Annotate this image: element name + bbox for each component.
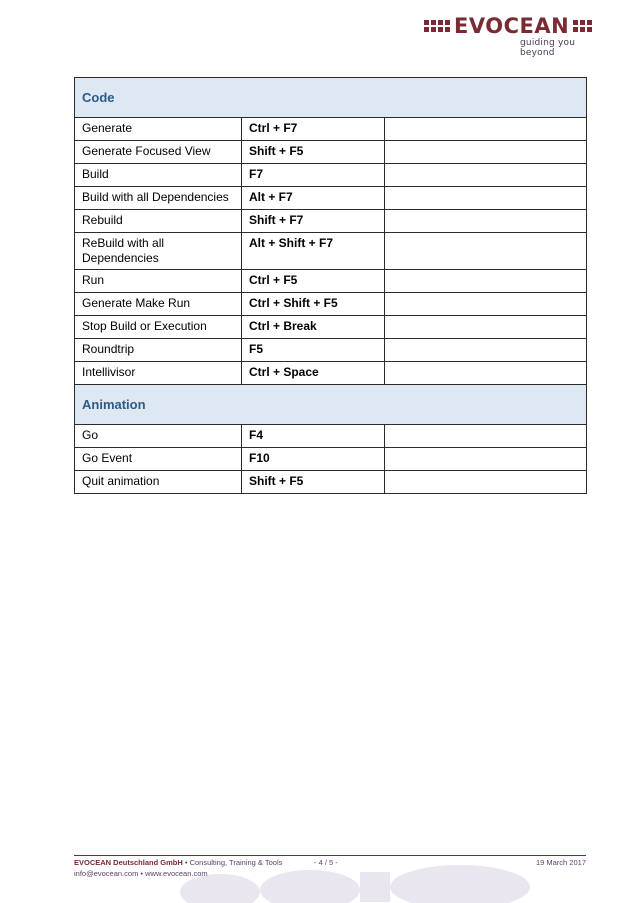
empty-cell — [385, 293, 587, 316]
footer-email: info@evocean.com — [74, 869, 139, 878]
shortcut-table — [74, 77, 587, 494]
empty-cell — [385, 339, 587, 362]
shortcut-cell: Ctrl + Shift + F5 — [242, 293, 385, 316]
action-cell: Run — [75, 270, 242, 293]
section-title: Animation — [75, 385, 587, 425]
logo-tagline: guiding you beyond — [520, 38, 576, 58]
empty-cell — [385, 425, 587, 448]
action-cell: Stop Build or Execution — [75, 316, 242, 339]
footer-separator-2: • — [138, 869, 146, 878]
footer-divider — [74, 855, 586, 856]
section-header-row — [75, 385, 587, 425]
shortcut-cell: Shift + F5 — [242, 471, 385, 494]
shortcut-cell: Ctrl + Break — [242, 316, 385, 339]
table-row — [75, 164, 587, 187]
table-row — [75, 293, 587, 316]
shortcut-cell: Shift + F7 — [242, 210, 385, 233]
action-cell: Generate Focused View — [75, 141, 242, 164]
shortcut-cell: Ctrl + F7 — [242, 118, 385, 141]
action-cell: Go — [75, 425, 242, 448]
logo-text: EVOCEAN — [454, 14, 570, 38]
action-cell: Go Event — [75, 448, 242, 471]
evocean-logo — [424, 14, 604, 58]
action-cell: Rebuild — [75, 210, 242, 233]
shortcut-cell: F10 — [242, 448, 385, 471]
empty-cell — [385, 270, 587, 293]
table-row — [75, 471, 587, 494]
footer-company: EVOCEAN Deutschland GmbH — [74, 858, 183, 867]
table-row — [75, 339, 587, 362]
shortcut-cell: Shift + F5 — [242, 141, 385, 164]
footer-date: 19 March 2017 — [535, 858, 586, 867]
shortcut-cell: F5 — [242, 339, 385, 362]
footer-services: Consulting, Training & Tools — [189, 858, 283, 867]
action-cell: Generate Make Run — [75, 293, 242, 316]
table-row — [75, 118, 587, 141]
empty-cell — [385, 210, 587, 233]
section-header-row — [75, 78, 587, 118]
action-cell: ReBuild with all Dependencies — [75, 233, 242, 270]
action-cell: Roundtrip — [75, 339, 242, 362]
action-cell: Generate — [75, 118, 242, 141]
empty-cell — [385, 141, 587, 164]
empty-cell — [385, 362, 587, 385]
shortcut-cell: Ctrl + F5 — [242, 270, 385, 293]
section-title: Code — [75, 78, 587, 118]
shortcut-cell: F4 — [242, 425, 385, 448]
empty-cell — [385, 164, 587, 187]
action-cell: Intellivisor — [75, 362, 242, 385]
shortcut-cell: Alt + Shift + F7 — [242, 233, 385, 270]
table-row — [75, 448, 587, 471]
empty-cell — [385, 118, 587, 141]
empty-cell — [385, 233, 587, 270]
footer-website: www.evocean.com — [145, 869, 208, 878]
table-row — [75, 425, 587, 448]
shortcut-cell: Alt + F7 — [242, 187, 385, 210]
empty-cell — [385, 471, 587, 494]
table-row — [75, 270, 587, 293]
shortcut-cell: Ctrl + Space — [242, 362, 385, 385]
table-row — [75, 362, 587, 385]
shortcut-cell: F7 — [242, 164, 385, 187]
action-cell: Build with all Dependencies — [75, 187, 242, 210]
empty-cell — [385, 316, 587, 339]
table-row — [75, 316, 587, 339]
empty-cell — [385, 448, 587, 471]
footer-page-number: - 4 / 5 - — [314, 858, 338, 867]
footer-watermark-icon — [160, 862, 580, 903]
table-row — [75, 210, 587, 233]
action-cell: Quit animation — [75, 471, 242, 494]
table-row — [75, 187, 587, 210]
table-row — [75, 233, 587, 270]
table-row — [75, 141, 587, 164]
footer-separator: • — [182, 858, 190, 867]
logo-dots-left-icon — [424, 20, 450, 32]
logo-dots-right-icon — [573, 20, 592, 32]
empty-cell — [385, 187, 587, 210]
action-cell: Build — [75, 164, 242, 187]
